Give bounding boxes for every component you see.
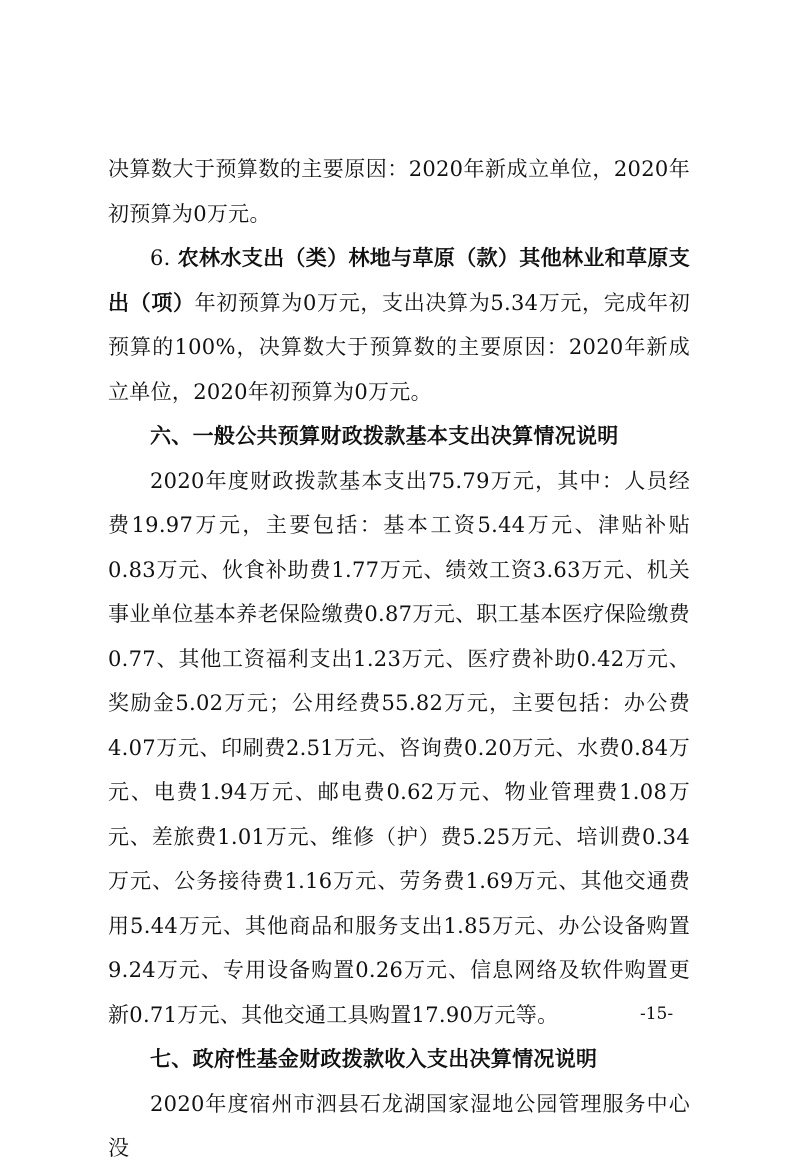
paragraph-government-fund: 2020年度宿州市泗县石龙湖国家湿地公园管理服务中心没	[108, 1091, 690, 1160]
page-number: -15-	[640, 1004, 674, 1024]
paragraph-basic-expenditure: 2020年度财政拨款基本支出75.79万元，其中：人员经费19.97万元，主要包括：基本工资5.44万元、津贴补贴0.83万元、伙食补助费1.77万元、绩效工资3.63万元、机关事业单位基本养老保险缴费0.87万元、职工基本医疗保险缴费0.77、其他工资福利支出1.23万元、医疗费补助0.42万元、奖励金5.02万元；公用经费55.82万元，主要包括：办公费4.07万元、印刷费2.51万元、咨询费0.20万元、水费0.84万元、电费1.94万元、邮电费0.62万元、物业管理费1.08万元、差旅费1.01万元、维修（护）费5.25万元、培训费0.34万元、公务接待费1.16万元、劳务费1.69万元、其他交通费用5.44万元、其他商品和服务支出1.85万元、办公设备购置9.24万元、专用设备购置0.26万元、信息网络及软件购置更新0.71万元、其他交通工具购置17.90万元等。	[108, 468, 690, 1027]
page-content	[108, 147, 690, 1171]
section-heading-basic-expenditure: 六、一般公共预算财政拨款基本支出决算情况说明	[150, 424, 619, 448]
item-label-forestry: 农林水支出（类）林地与草原（款）其他林业和草原支出（项）	[108, 246, 690, 315]
item-number: 6.	[150, 246, 178, 270]
section-heading-government-fund: 七、政府性基金财政拨款收入支出决算情况说明	[150, 1047, 598, 1071]
paragraph-forestry-expenditure	[108, 236, 690, 414]
paragraph-budget-reason: 决算数大于预算数的主要原因：2020年新成立单位，2020年初预算为0万元。	[108, 157, 690, 226]
item-text-forestry: 年初预算为0万元，支出决算为5.34万元，完成年初预算的100%，决算数大于预算数的主要原因：2020年新成立单位，2020年初预算为0万元。	[108, 290, 690, 404]
